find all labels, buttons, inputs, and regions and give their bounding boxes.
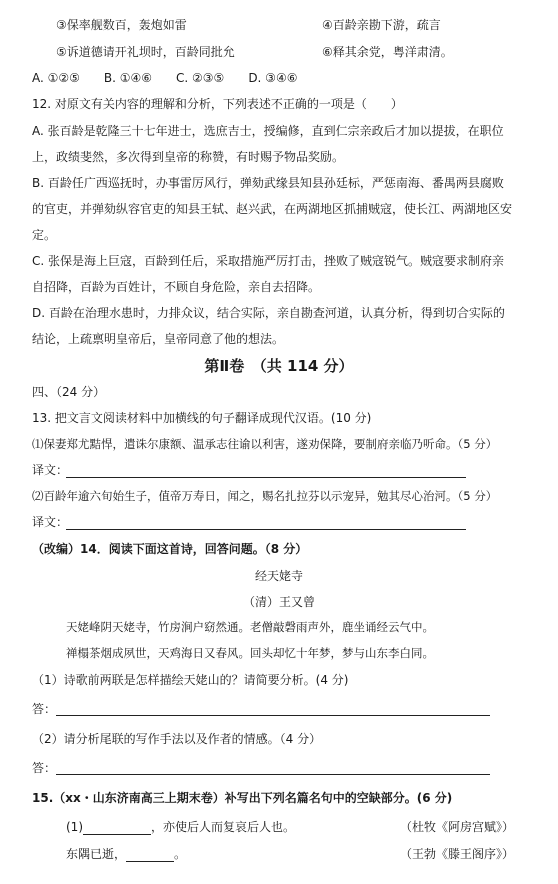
q13-sentence-1: ⑴保妻郑尤黠悍，遣诛尔康额、温承志往谕以利害，遂劝保降，要制府亲临乃听命。（5 分） [32,437,498,451]
q15-line-2-end: 。 [174,847,187,861]
q14-sub-question-2: （2）请分析尾联的写作手法以及作者的情感。（4 分） [32,732,322,746]
q12-option-b-line3: 定。 [32,228,57,242]
q15-source-2: （王勃《滕王阁序》） [400,847,515,861]
q15-stem: 15.（xx・山东济南高三上期末卷）补写出下列名篇名句中的空缺部分。(6 分) [32,791,453,805]
q12-option-c-line2: 自招降，百龄为百姓计，不顾自身危险，亲自去招降。 [32,280,321,294]
q15-blank-2[interactable] [126,848,174,862]
q12-option-b-line2: 的官吏，并弹劾纵容官吏的知县王轼、赵兴武，在两湖地区抓捕贼寇，使长江、两湖地区安 [32,202,513,216]
q13-stem: 13. 把文言文阅读材料中加横线的句子翻译成现代汉语。(10 分) [32,411,372,425]
q15-line-1 [66,819,295,835]
poem-line-2: 禅榻茶烟成夙世，天鸡海日又春风。回头却忆十年梦，梦与山东李白同。 [66,646,434,660]
q15-line-2 [66,846,186,862]
option-6: ⑥释其余党，粤洋肃清。 [322,45,453,59]
section-2-title: 第Ⅱ卷 （共 114 分） [204,357,354,375]
q15-blank-1[interactable] [83,821,151,835]
q14-answer-label-2: 答： [32,761,57,775]
option-3: ③保率舰数百，轰炮如雷 [56,18,187,32]
q12-option-b-line1: B. 百龄任广西巡抚时，办事雷厉风行，弹劾武缘县知县孙廷标，严惩南海、番禺两县腐败 [32,176,504,190]
q14-answer-line-2[interactable] [56,774,490,775]
q15-item-number: (1) [66,820,83,834]
q12-option-d-line1: D. 百龄在治理水患时，力排众议，结合实际，亲自勘查河道，认真分析，得到切合实际的 [32,306,505,320]
q12-option-a-line2: 上，政绩斐然，多次得到皇帝的称赞，有时赐予物品奖励。 [32,150,345,164]
q13-sentence-2: ⑵百龄年逾六旬始生子，值帝万寿日，闻之，赐名扎拉芬以示宠异，勉其尽心治河。（5 分） [32,489,498,503]
poem-title: 经天姥寺 [254,569,303,583]
q12-option-c-line1: C. 张保是海上巨寇，百龄到任后，采取措施严厉打击，挫败了贼寇锐气。贼寇要求制府亲 [32,254,505,268]
q14-answer-line-1[interactable] [56,715,490,716]
q15-line-1-text: ，亦使后人而复哀后人也。 [151,820,296,834]
q13-translation-label-2: 译文： [32,515,69,529]
q15-line-2-text: 东隅已逝， [66,847,127,861]
q11-choices: A. ①②⑤ B. ①④⑥ C. ②③⑤ D. ③④⑥ [32,71,298,85]
q12-stem: 12. 对原文有关内容的理解和分析，下列表述不正确的一项是（ ） [32,97,403,111]
q13-answer-line-2[interactable] [66,529,466,530]
q14-sub-question-1: （1）诗歌前两联是怎样描绘天姥山的？请简要分析。(4 分) [32,673,349,687]
q14-stem: （改编）14．阅读下面这首诗，回答问题。（8 分） [32,542,308,556]
poem-line-1: 天姥峰阴天姥寺，竹房涧户窈然通。老僧敲磬雨声外，鹿坐诵经云气中。 [66,620,434,634]
q12-option-a-line1: A. 张百龄是乾隆三十七年进士，选庶吉士，授编修，直到仁宗亲政后才加以提拔，在职位 [32,124,504,138]
section-4-header: 四、（24 分） [32,385,106,399]
option-5: ⑤诉道德请开礼坝时，百龄同批允 [56,45,235,59]
q13-answer-line-1[interactable] [66,477,466,478]
q12-option-d-line2: 结论，上疏禀明皇帝后，皇帝同意了他的想法。 [32,332,285,346]
q13-translation-label-1: 译文： [32,463,69,477]
q15-source-1: （杜牧《阿房宫赋》） [400,820,515,834]
poem-author: （清）王又曾 [242,595,315,609]
q14-answer-label-1: 答： [32,702,57,716]
option-4: ④百龄亲勘下游，疏言 [322,18,441,32]
